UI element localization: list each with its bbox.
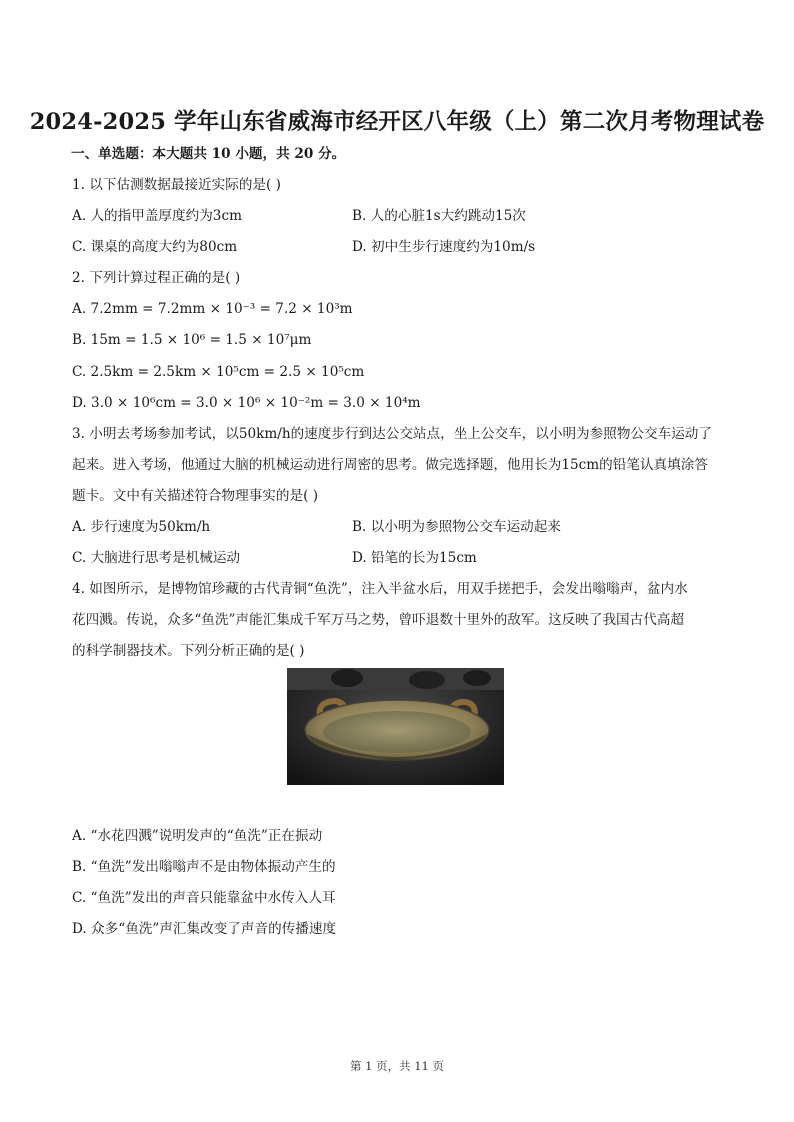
question-1-option-d: D. 初中生步行速度约为10m/s [352, 239, 536, 255]
question-3-option-a: A. 步行速度为50km/h [72, 519, 211, 535]
question-2-option-b: B. 15m = 1.5 × 10⁶ = 1.5 × 10⁷μm [72, 332, 312, 348]
question-4-line-3: 的科学制器技术。下列分析正确的是( ) [72, 643, 305, 659]
question-3-option-c: C. 大脑进行思考是机械运动 [72, 550, 241, 566]
question-4-option-a: A. “水花四溅”说明发声的“鱼洗”正在振动 [72, 828, 323, 844]
question-3-line-2: 起来。进入考场，他通过大脑的机械运动进行周密的思考。做完选择题，他用长为15cm的铅笔认真填涂答 [72, 457, 708, 473]
question-3-line-1: 3. 小明去考场参加考试，以50km/h的速度步行到达公交站点，坐上公交车，以小明为参照物公交车运动了 [72, 426, 712, 442]
question-2-stem: 2. 下列计算过程正确的是( ) [72, 270, 241, 286]
question-1-option-a: A. 人的指甲盖厚度约为3cm [72, 208, 242, 224]
question-1-option-b: B. 人的心脏1s大约跳动15次 [352, 208, 526, 224]
page-footer: 第 1 页，共 11 页 [349, 1059, 445, 1073]
question-3-line-3: 题卡。文中有关描述符合物理事实的是( ) [72, 488, 319, 504]
question-3-option-b: B. 以小明为参照物公交车运动起来 [352, 519, 561, 535]
question-4-line-1: 4. 如图所示，是博物馆珍藏的古代青铜“鱼洗”，注入半盆水后，用双手搓把手，会发出嗡嗡声，盆内水 [72, 581, 688, 597]
question-4-option-d: D. 众多“鱼洗”声汇集改变了声音的传播速度 [72, 921, 337, 937]
question-4-line-2: 花四溅。传说，众多“鱼洗”声能汇集成千军万马之势，曾吓退数十里外的敌军。这反映了我国古代高超 [72, 612, 685, 628]
question-4-option-b: B. “鱼洗”发出嗡嗡声不是由物体振动产生的 [72, 859, 336, 875]
question-3-option-d: D. 铅笔的长为15cm [352, 550, 477, 566]
question-1-option-c: C. 课桌的高度大约为80cm [72, 239, 238, 255]
question-2-option-d: D. 3.0 × 10⁶cm = 3.0 × 10⁶ × 10⁻²m = 3.0 × 10⁴m [72, 395, 421, 411]
question-1-stem: 1. 以下估测数据最接近实际的是( ) [72, 177, 281, 193]
question-2-option-c: C. 2.5km = 2.5km × 10⁵cm = 2.5 × 10⁵cm [72, 364, 365, 380]
question-2-option-a: A. 7.2mm = 7.2mm × 10⁻³ = 7.2 × 10³m [72, 301, 353, 317]
question-4-option-c: C. “鱼洗”发出的声音只能靠盆中水传入人耳 [72, 890, 336, 906]
exam-title: 2024-2025 学年山东省威海市经开区八年级（上）第二次月考物理试卷 [29, 109, 765, 135]
bronze-fish-basin-photo [287, 668, 504, 785]
section-heading: 一、单选题：本大题共 10 小题，共 20 分。 [71, 146, 346, 162]
